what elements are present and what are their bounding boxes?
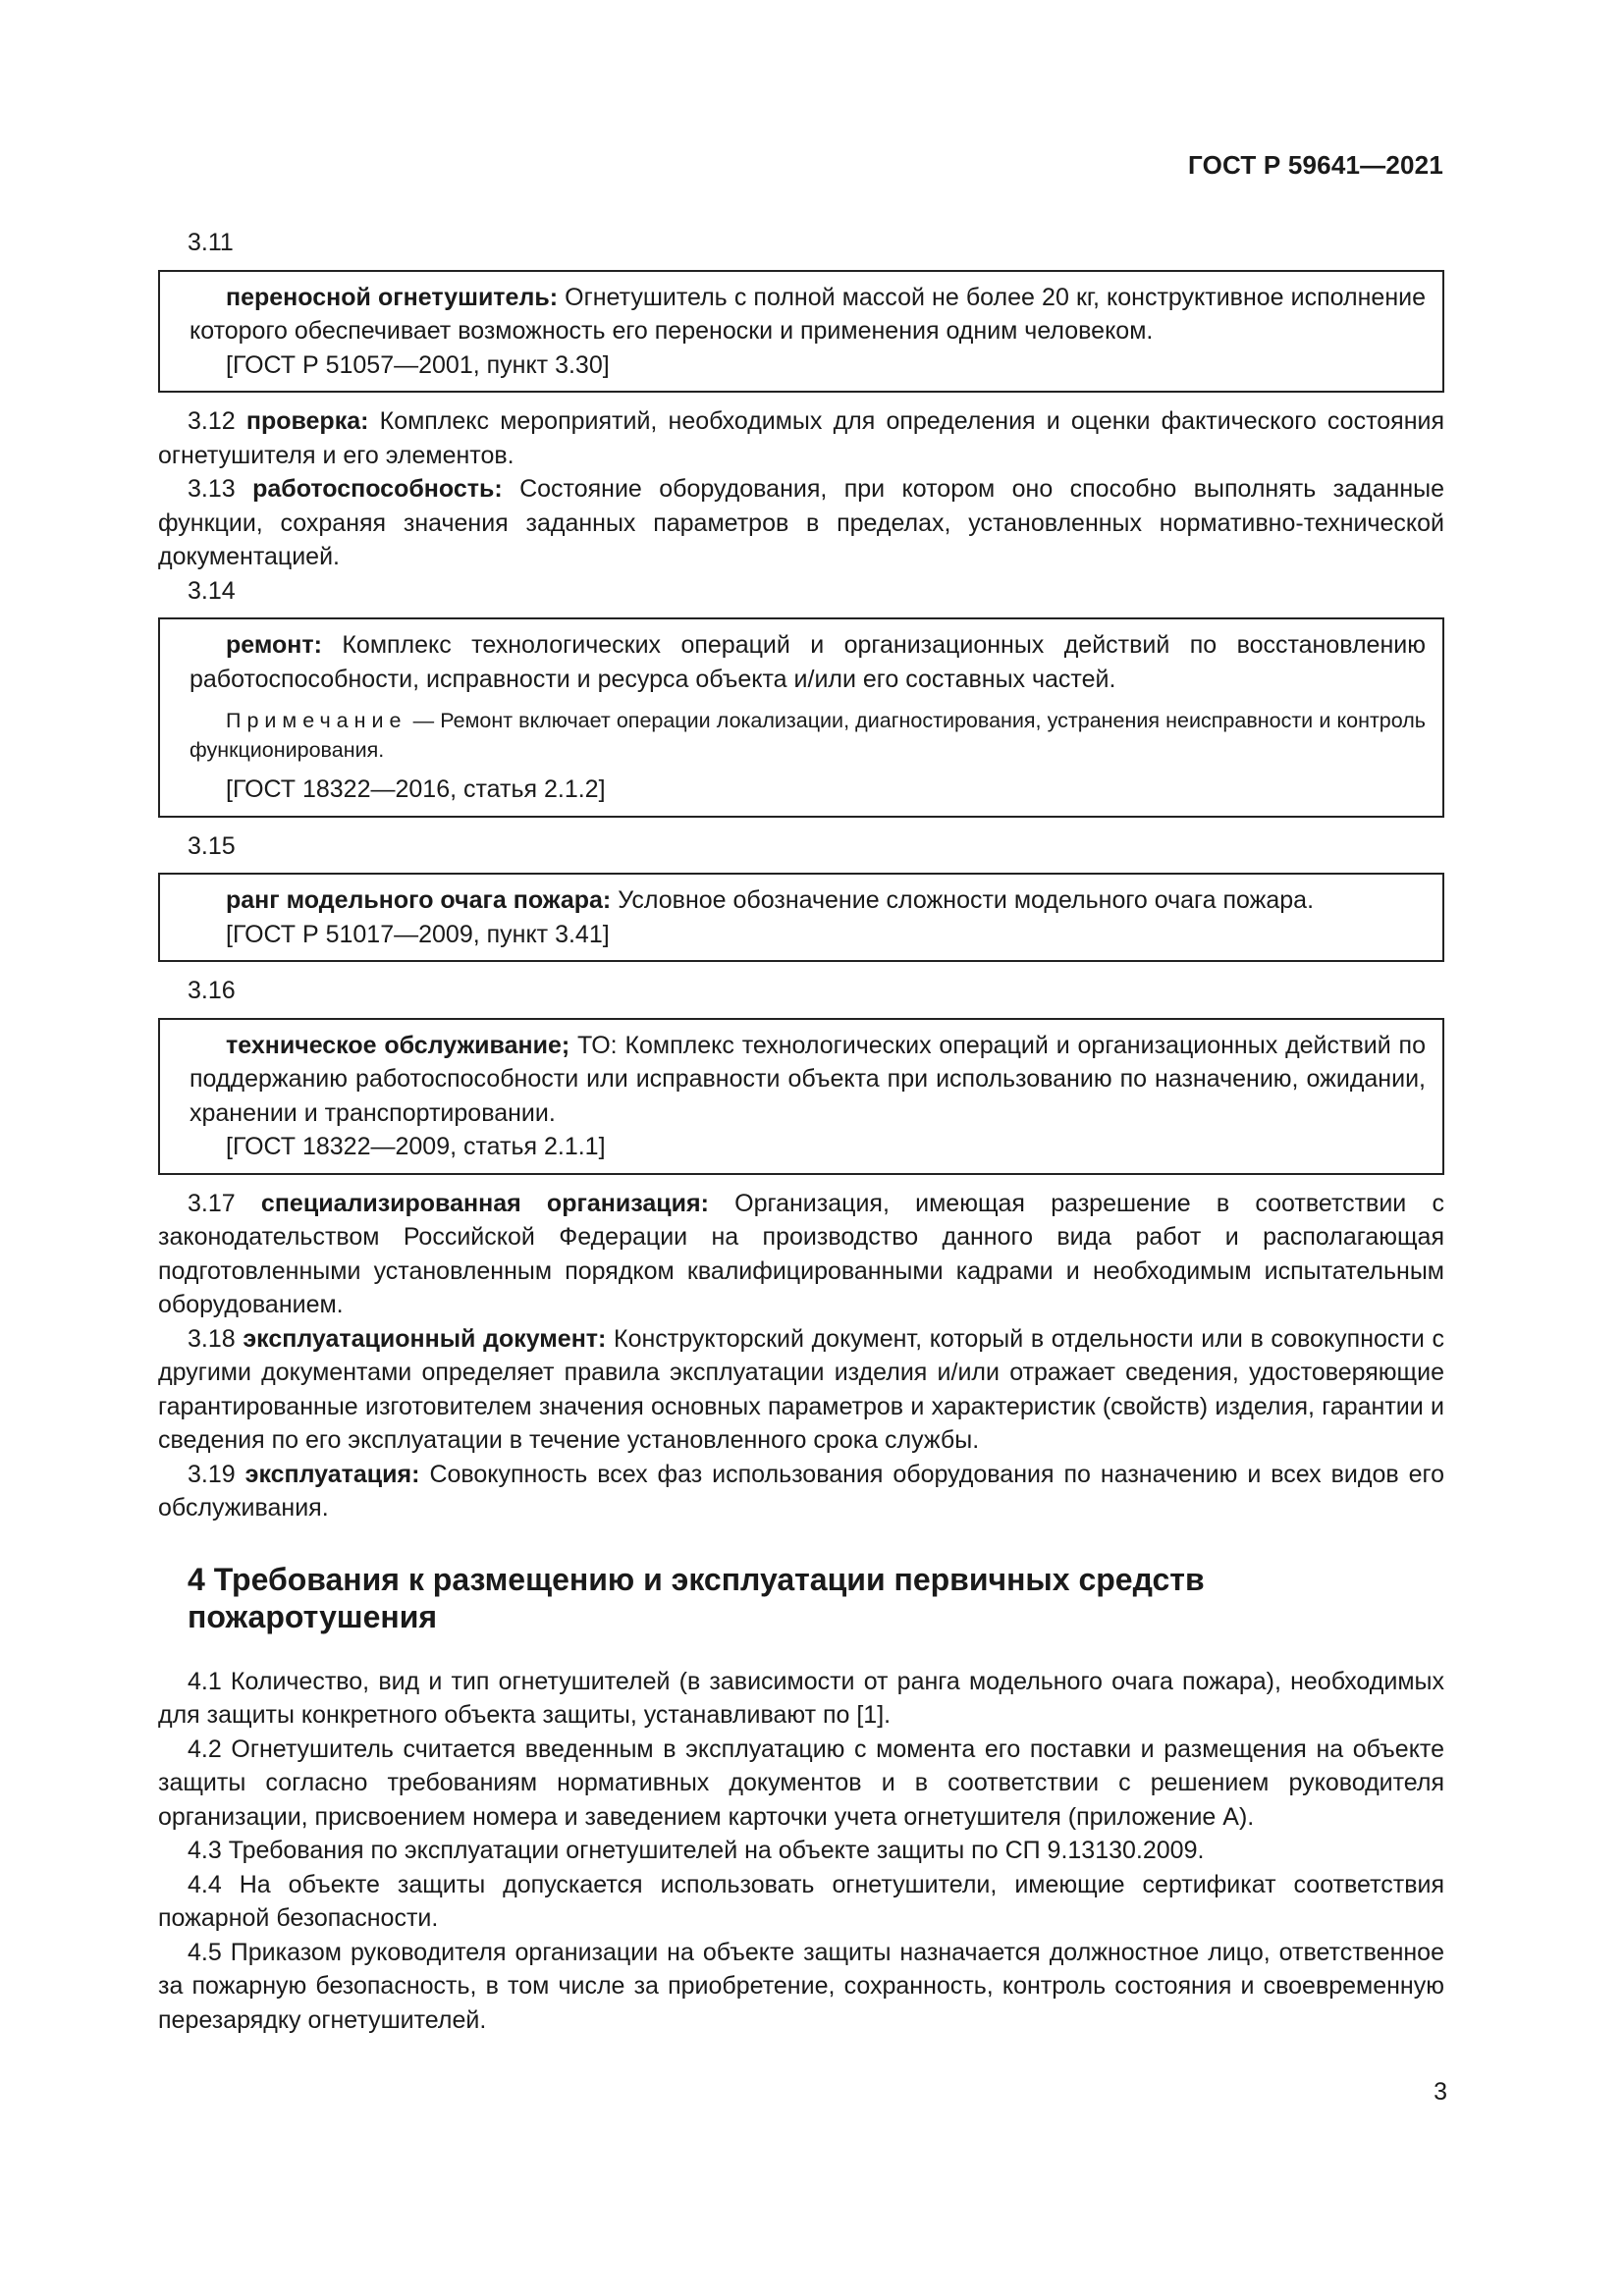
definition-number: 3.17: [188, 1189, 236, 1217]
section-heading-line: 4 Требования к размещению и эксплуатации первичных средств: [188, 1561, 1205, 1597]
paragraph-4-2: 4.2 Огнетушитель считается введенным в эксплуатацию с момента его поставки и размещения на объекте защиты согласно требованиям нормативных документов и в соответствии с решением руководителя организации, присвоением номера и заведением карточки учета огнетушителя (приложение А).: [158, 1735, 1444, 1831]
definition-term: эксплуатация:: [244, 1460, 420, 1488]
definition-source: [ГОСТ 18322—2009, статья 2.1.1]: [226, 1133, 606, 1160]
definition-body: [189, 1029, 1426, 1131]
definition-box-3-15: [158, 873, 1444, 962]
definition-number: 3.14: [188, 576, 236, 605]
definition-number: 3.13: [188, 475, 236, 503]
definition-term: ранг модельного очага пожара:: [226, 886, 612, 914]
definition-text: Состояние оборудования, при котором оно способно выполнять заданные функции, сохраняя значения заданных параметров в пределах, установленных нормативно-технической документацией.: [158, 475, 1445, 570]
note-text: — Ремонт включает операции локализации, диагностирования, устранения неисправности и контроль функционирования.: [189, 709, 1426, 762]
definition-body: [189, 628, 1426, 696]
definition-text: Комплекс технологических операций и организационных действий по восстановлению работоспособности, исправности и ресурса объекта и/или его составных частей.: [189, 631, 1426, 693]
document-body: [158, 226, 1444, 2037]
definition-term: специализированная организация:: [260, 1189, 709, 1217]
definition-body: [189, 883, 1426, 918]
definition-number: 3.12: [188, 407, 236, 435]
section-heading-line: пожаротушения: [188, 1598, 438, 1634]
section-heading: [188, 1561, 1444, 1635]
definition-source: [ГОСТ Р 51057—2001, пункт 3.30]: [226, 350, 610, 379]
definition-text: Комплекс мероприятий, необходимых для определения и оценки фактического состояния огнетушителя и его элементов.: [158, 407, 1444, 469]
note-label: Примечание: [226, 709, 407, 732]
paragraph-4-3: 4.3 Требования по эксплуатации огнетушителей на объекте защиты по СП 9.13130.2009.: [188, 1837, 1205, 1864]
definition-3-18: [158, 1322, 1444, 1458]
definition-number: 3.11: [188, 229, 234, 256]
definition-number: 3.16: [188, 977, 236, 1004]
definition-text: Совокупность всех фаз использования оборудования по назначению и всех видов его обслуживания.: [158, 1460, 1444, 1522]
definition-term: техническое обслуживание;: [226, 1031, 570, 1059]
definition-number: 3.19: [188, 1460, 236, 1488]
definition-term: переносной огнетушитель:: [226, 283, 559, 311]
definition-body: [189, 281, 1426, 348]
definition-term: эксплуатационный документ:: [243, 1324, 607, 1353]
paragraph-4-4: 4.4 На объекте защиты допускается использовать огнетушители, имеющие сертификат соответствия пожарной безопасности.: [158, 1870, 1444, 1932]
page-number: 3: [1434, 2078, 1447, 2106]
definition-number: 3.15: [188, 831, 236, 860]
definition-text: Конструкторский документ, который в отдельности или в совокупности с другими документами определяет правила эксплуатации изделия и/или отражает сведения, удостоверяющие гарантированные изготовителем значения основных параметров и характеристик (свойств) изделия, гарантии и сведения по его эксплуатации в течение установленного срока службы.: [158, 1324, 1444, 1454]
definition-3-19: [158, 1458, 1444, 1525]
definition-term: работоспособность:: [252, 475, 503, 503]
definition-box-3-14: [158, 617, 1444, 818]
definition-note: [189, 706, 1426, 765]
definition-3-13: [158, 472, 1444, 574]
definition-source: [ГОСТ 18322—2016, статья 2.1.2]: [226, 775, 606, 803]
definition-term: проверка:: [245, 407, 369, 435]
definition-source: [ГОСТ Р 51017—2009, пункт 3.41]: [226, 920, 610, 948]
definition-number: 3.18: [188, 1324, 236, 1353]
definition-text: Условное обозначение сложности модельного очага пожара.: [618, 886, 1315, 914]
definition-text: Организация, имеющая разрешение в соответствии с законодательством Российской Федерации на производство данного вида работ и располагающая подготовленными установленным порядком квалифицированными кадрами и необходимым испытательным оборудованием.: [158, 1189, 1445, 1318]
definition-term: ремонт:: [226, 631, 322, 659]
definition-3-17: [158, 1187, 1444, 1322]
definition-box-3-11: [158, 270, 1444, 394]
definition-box-3-16: [158, 1018, 1444, 1175]
paragraph-4-1: 4.1 Количество, вид и тип огнетушителей (в зависимости от ранга модельного очага пожара), необходимых для защиты конкретного объекта защиты, устанавливают по [1].: [158, 1667, 1444, 1729]
definition-text: ТО: Комплекс технологических операций и организационных действий по поддержанию работоспособности или исправности объекта при использованию по назначению, ожидании, хранении и транспортировании.: [189, 1031, 1426, 1127]
definition-text: Огнетушитель с полной массой не более 20 кг, конструктивное исполнение которого обеспечивает возможность его переноски и применения одним человеком.: [189, 283, 1426, 345]
paragraph-4-5: 4.5 Приказом руководителя организации на объекте защиты назначается должностное лицо, ответственное за пожарную безопасность, в том числе за приобретение, сохранность, контроль состояния и своевременную перезарядку огнетушителей.: [158, 1938, 1444, 2034]
definition-3-12: [158, 404, 1444, 472]
document-header: ГОСТ Р 59641—2021: [1188, 150, 1443, 180]
